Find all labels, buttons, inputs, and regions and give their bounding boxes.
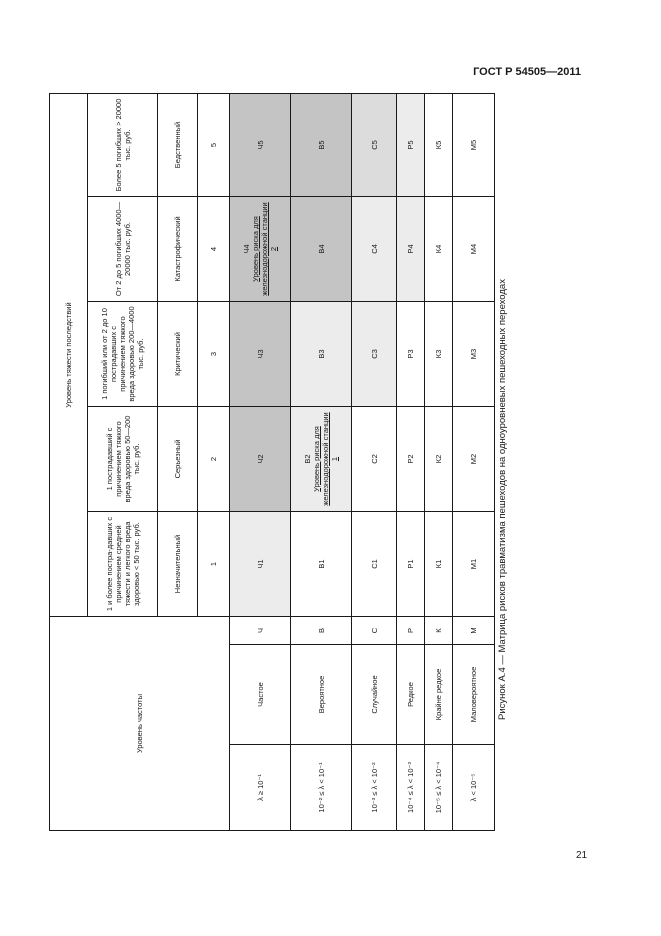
freq-letter-5: К <box>425 617 453 645</box>
severity-num-3: 3 <box>198 302 230 407</box>
cell-ch4 <box>230 197 291 302</box>
severity-name-5: Бедственный <box>158 94 198 197</box>
cell-s5: С5 <box>352 94 397 197</box>
cell-r5: Р5 <box>397 94 425 197</box>
severity-name-2: Серьезный <box>158 407 198 512</box>
severity-desc-5: Более 5 погибших > 20000 тыс. руб. <box>88 94 158 197</box>
cell-ch3: Ч3 <box>230 302 291 407</box>
cell-ch4-code: Ч4 <box>242 244 251 254</box>
freq-letter-1: Ч <box>230 617 291 645</box>
freq-name-3: Случайное <box>352 645 397 745</box>
cell-s1: С1 <box>352 512 397 617</box>
figure-caption: Рисунок А.4 — Матрица рисков травматизма пешеходов на одноуровневых пешеходных переходах <box>497 279 508 720</box>
severity-desc-1: 1 и более постра-давших с причинением средней тяжести и легкого вреда здоровью < 50 тыс. руб. <box>88 512 158 617</box>
severity-header: Уровень тяжести последствий <box>50 94 88 617</box>
cell-k2: К2 <box>425 407 453 512</box>
cell-m3: М3 <box>453 302 495 407</box>
severity-name-3: Критический <box>158 302 198 407</box>
cell-v3: В3 <box>291 302 352 407</box>
freq-name-4: Редкое <box>397 645 425 745</box>
cell-m4: М4 <box>453 197 495 302</box>
freq-letter-4: Р <box>397 617 425 645</box>
cell-ch5: Ч5 <box>230 94 291 197</box>
cell-s3: С3 <box>352 302 397 407</box>
freq-lambda-5: 10⁻⁵ ≤ λ < 10⁻⁴ <box>425 745 453 831</box>
severity-num-2: 2 <box>198 407 230 512</box>
cell-ch1: Ч1 <box>230 512 291 617</box>
severity-name-1: Незначительный <box>158 512 198 617</box>
cell-v1: В1 <box>291 512 352 617</box>
cell-s4: С4 <box>352 197 397 302</box>
cell-k3: К3 <box>425 302 453 407</box>
freq-lambda-6: λ < 10⁻⁵ <box>453 745 495 831</box>
cell-m5: М5 <box>453 94 495 197</box>
freq-letter-3: С <box>352 617 397 645</box>
station-2-risk-label: Уровень риска для железнодорожной станции 2 <box>251 202 278 296</box>
freq-name-2: Вероятное <box>291 645 352 745</box>
page-number: 21 <box>576 850 588 861</box>
freq-letter-2: В <box>291 617 352 645</box>
cell-r1: Р1 <box>397 512 425 617</box>
cell-r2: Р2 <box>397 407 425 512</box>
cell-r3: Р3 <box>397 302 425 407</box>
severity-num-5: 5 <box>198 94 230 197</box>
cell-m2: М2 <box>453 407 495 512</box>
cell-v2-code: В2 <box>303 454 312 464</box>
severity-desc-2: 1 пострадавший с причинением тяжкого вреда здоровью 50—200 тыс. руб. <box>88 407 158 512</box>
risk-matrix-rotated <box>49 94 478 831</box>
freq-lambda-1: λ ≥ 10⁻¹ <box>230 745 291 831</box>
severity-num-4: 4 <box>198 197 230 302</box>
cell-v4: В4 <box>291 197 352 302</box>
cell-v5: В5 <box>291 94 352 197</box>
freq-letter-6: М <box>453 617 495 645</box>
cell-m1: М1 <box>453 512 495 617</box>
cell-ch2: Ч2 <box>230 407 291 512</box>
station-1-risk-label: Уровень риска для железнодорожной станции 1 <box>312 412 339 506</box>
freq-lambda-3: 10⁻³ ≤ λ < 10⁻² <box>352 745 397 831</box>
cell-k4: К4 <box>425 197 453 302</box>
frequency-header: Уровень частоты <box>50 617 230 831</box>
freq-lambda-2: 10⁻² ≤ λ < 10⁻¹ <box>291 745 352 831</box>
severity-desc-3: 1 погибший или от 2 до 10 пострадавших с причинением тяжкого вреда здоровью 200—4000 тыс. руб. <box>88 302 158 407</box>
freq-name-1: Частое <box>230 645 291 745</box>
severity-num-1: 1 <box>198 512 230 617</box>
cell-r4: Р4 <box>397 197 425 302</box>
cell-k1: К1 <box>425 512 453 617</box>
cell-s2: С2 <box>352 407 397 512</box>
cell-k5: К5 <box>425 94 453 197</box>
freq-name-6: Маловероятное <box>453 645 495 745</box>
severity-name-4: Катастрофический <box>158 197 198 302</box>
risk-matrix-table <box>49 93 495 831</box>
document-code: ГОСТ Р 54505—2011 <box>473 66 581 78</box>
freq-lambda-4: 10⁻⁴ ≤ λ < 10⁻³ <box>397 745 425 831</box>
severity-desc-4: От 2 до 5 погибших 4000—20000 тыс. руб. <box>88 197 158 302</box>
freq-name-5: Крайне редкое <box>425 645 453 745</box>
cell-v2 <box>291 407 352 512</box>
